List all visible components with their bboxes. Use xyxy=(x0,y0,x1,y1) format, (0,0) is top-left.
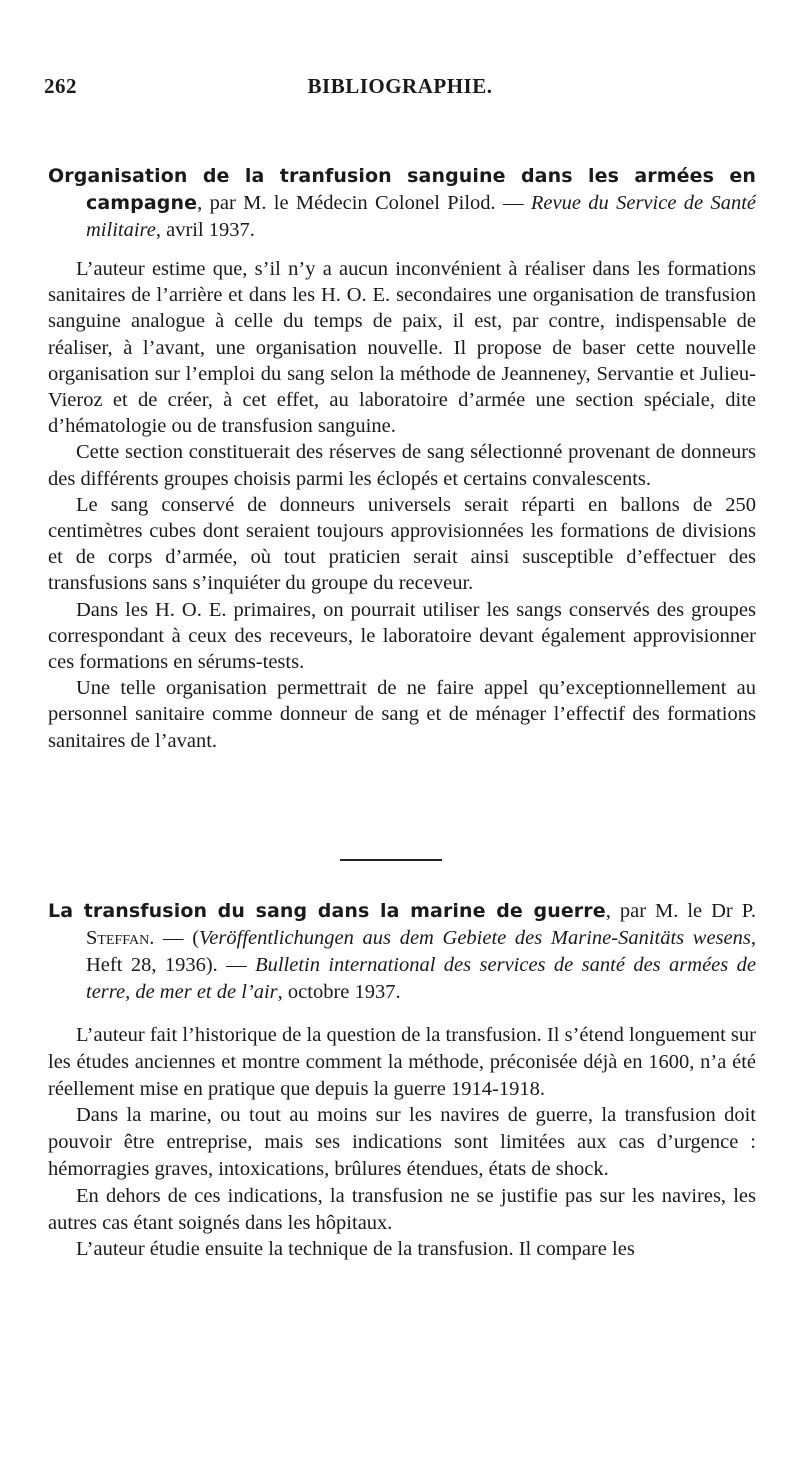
publication-date: , octobre 1937. xyxy=(277,981,401,1003)
running-header xyxy=(44,74,756,104)
paragraph: L’auteur étudie ensuite la technique de la transfusion. Il compare les xyxy=(76,1238,635,1261)
entry-body xyxy=(48,1022,756,1263)
paragraph: Dans les H. O. E. primaires, on pourrait utiliser les sangs conservés des groupes correspondant à ceux des receveurs, le laboratoire devant également approvisionner ces formations en sérums-tests. xyxy=(48,598,756,674)
paragraph: Le sang conservé de donneurs universels serait réparti en ballons de 250 centimètres cubes dont seraient toujours approvisionnées les formations de divisions et de corps d’armée, où tout praticien serait ainsi susceptible d’effectuer des transfusions sans s’inquiéter du groupe du receveur. xyxy=(48,493,756,595)
entry-title: La transfusion du sang dans la marine de guerre xyxy=(48,900,606,922)
author-name: Steffan xyxy=(86,927,150,949)
entry-title: Organisation de la tranfusion sanguine dans les armées en campagne xyxy=(48,165,756,214)
paragraph: Une telle organisation permettrait de ne faire appel qu’exceptionnellement au personnel sanitaire comme donneur de sang et de ménager l’effectif des formations sanitaires de l’avant. xyxy=(48,677,756,752)
paragraph: L’auteur fait l’historique de la question de la transfusion. Il s’étend longuement sur les études anciennes et montre comment la méthode, préconisée déjà en 1600, n’a été réellement mise en pratique que depuis la guerre 1914-1918. xyxy=(48,1024,756,1100)
source-details: , Heft 28, 1936). — xyxy=(86,927,757,976)
page-number: 262 xyxy=(44,74,77,98)
entry-byline: , par M. le Médecin Colonel Pilod. — xyxy=(197,192,531,214)
section-separator-rule xyxy=(340,859,442,861)
journal-name: Bulletin international des services de santé des armées de terre, de mer et de l’air xyxy=(86,954,756,1003)
publication-date: , avril 1937. xyxy=(155,219,255,241)
entry-byline-cont: . — ( xyxy=(149,927,200,949)
entry-body xyxy=(48,256,756,754)
entry-citation xyxy=(48,163,756,244)
paragraph: Cette section constituerait des réserves de sang sélectionné provenant de donneurs des différents groupes choisis parmi les éclopés et certains convalescents. xyxy=(48,441,756,490)
source-title: Veröffentlichungen aus dem Gebiete des Marine-Sanitäts wesens xyxy=(199,927,751,949)
entry-citation xyxy=(48,898,756,1006)
bibliography-entry-2 xyxy=(48,898,756,1263)
entry-byline: , par M. le Dr P. xyxy=(605,900,756,922)
paragraph: Dans la marine, ou tout au moins sur les navires de guerre, la transfusion doit pouvoir être entreprise, mais ses indications sont limitées aux cas d’urgence : hémorragies graves, intoxications, brûlures étendues, états de shock. xyxy=(48,1104,756,1180)
paragraph: L’auteur estime que, s’il n’y a aucun inconvénient à réaliser dans les formations sanitaires de l’arrière et dans les H. O. E. secondaires une organisation de transfusion sanguine analogue à celle du temps de paix, il est, par contre, indispensable de réaliser, à l’avant, une organisation nouvelle. Il propose de baser cette nouvelle organisation sur l’emploi du sang selon la méthode de Jeanneney, Servantie et Julieu-Vieroz et de créer, à cet effet, au laboratoire d’armée une section spéciale, dite d’hématologie ou de transfusion sanguine. xyxy=(48,258,756,438)
running-title: BIBLIOGRAPHIE. xyxy=(307,74,493,98)
journal-name: Revue du Service de Santé militaire xyxy=(86,192,757,241)
paragraph: En dehors de ces indications, la transfusion ne se justifie pas sur les navires, les autres cas étant soignés dans les hôpitaux. xyxy=(48,1184,756,1234)
bibliography-entry-1 xyxy=(48,163,756,754)
